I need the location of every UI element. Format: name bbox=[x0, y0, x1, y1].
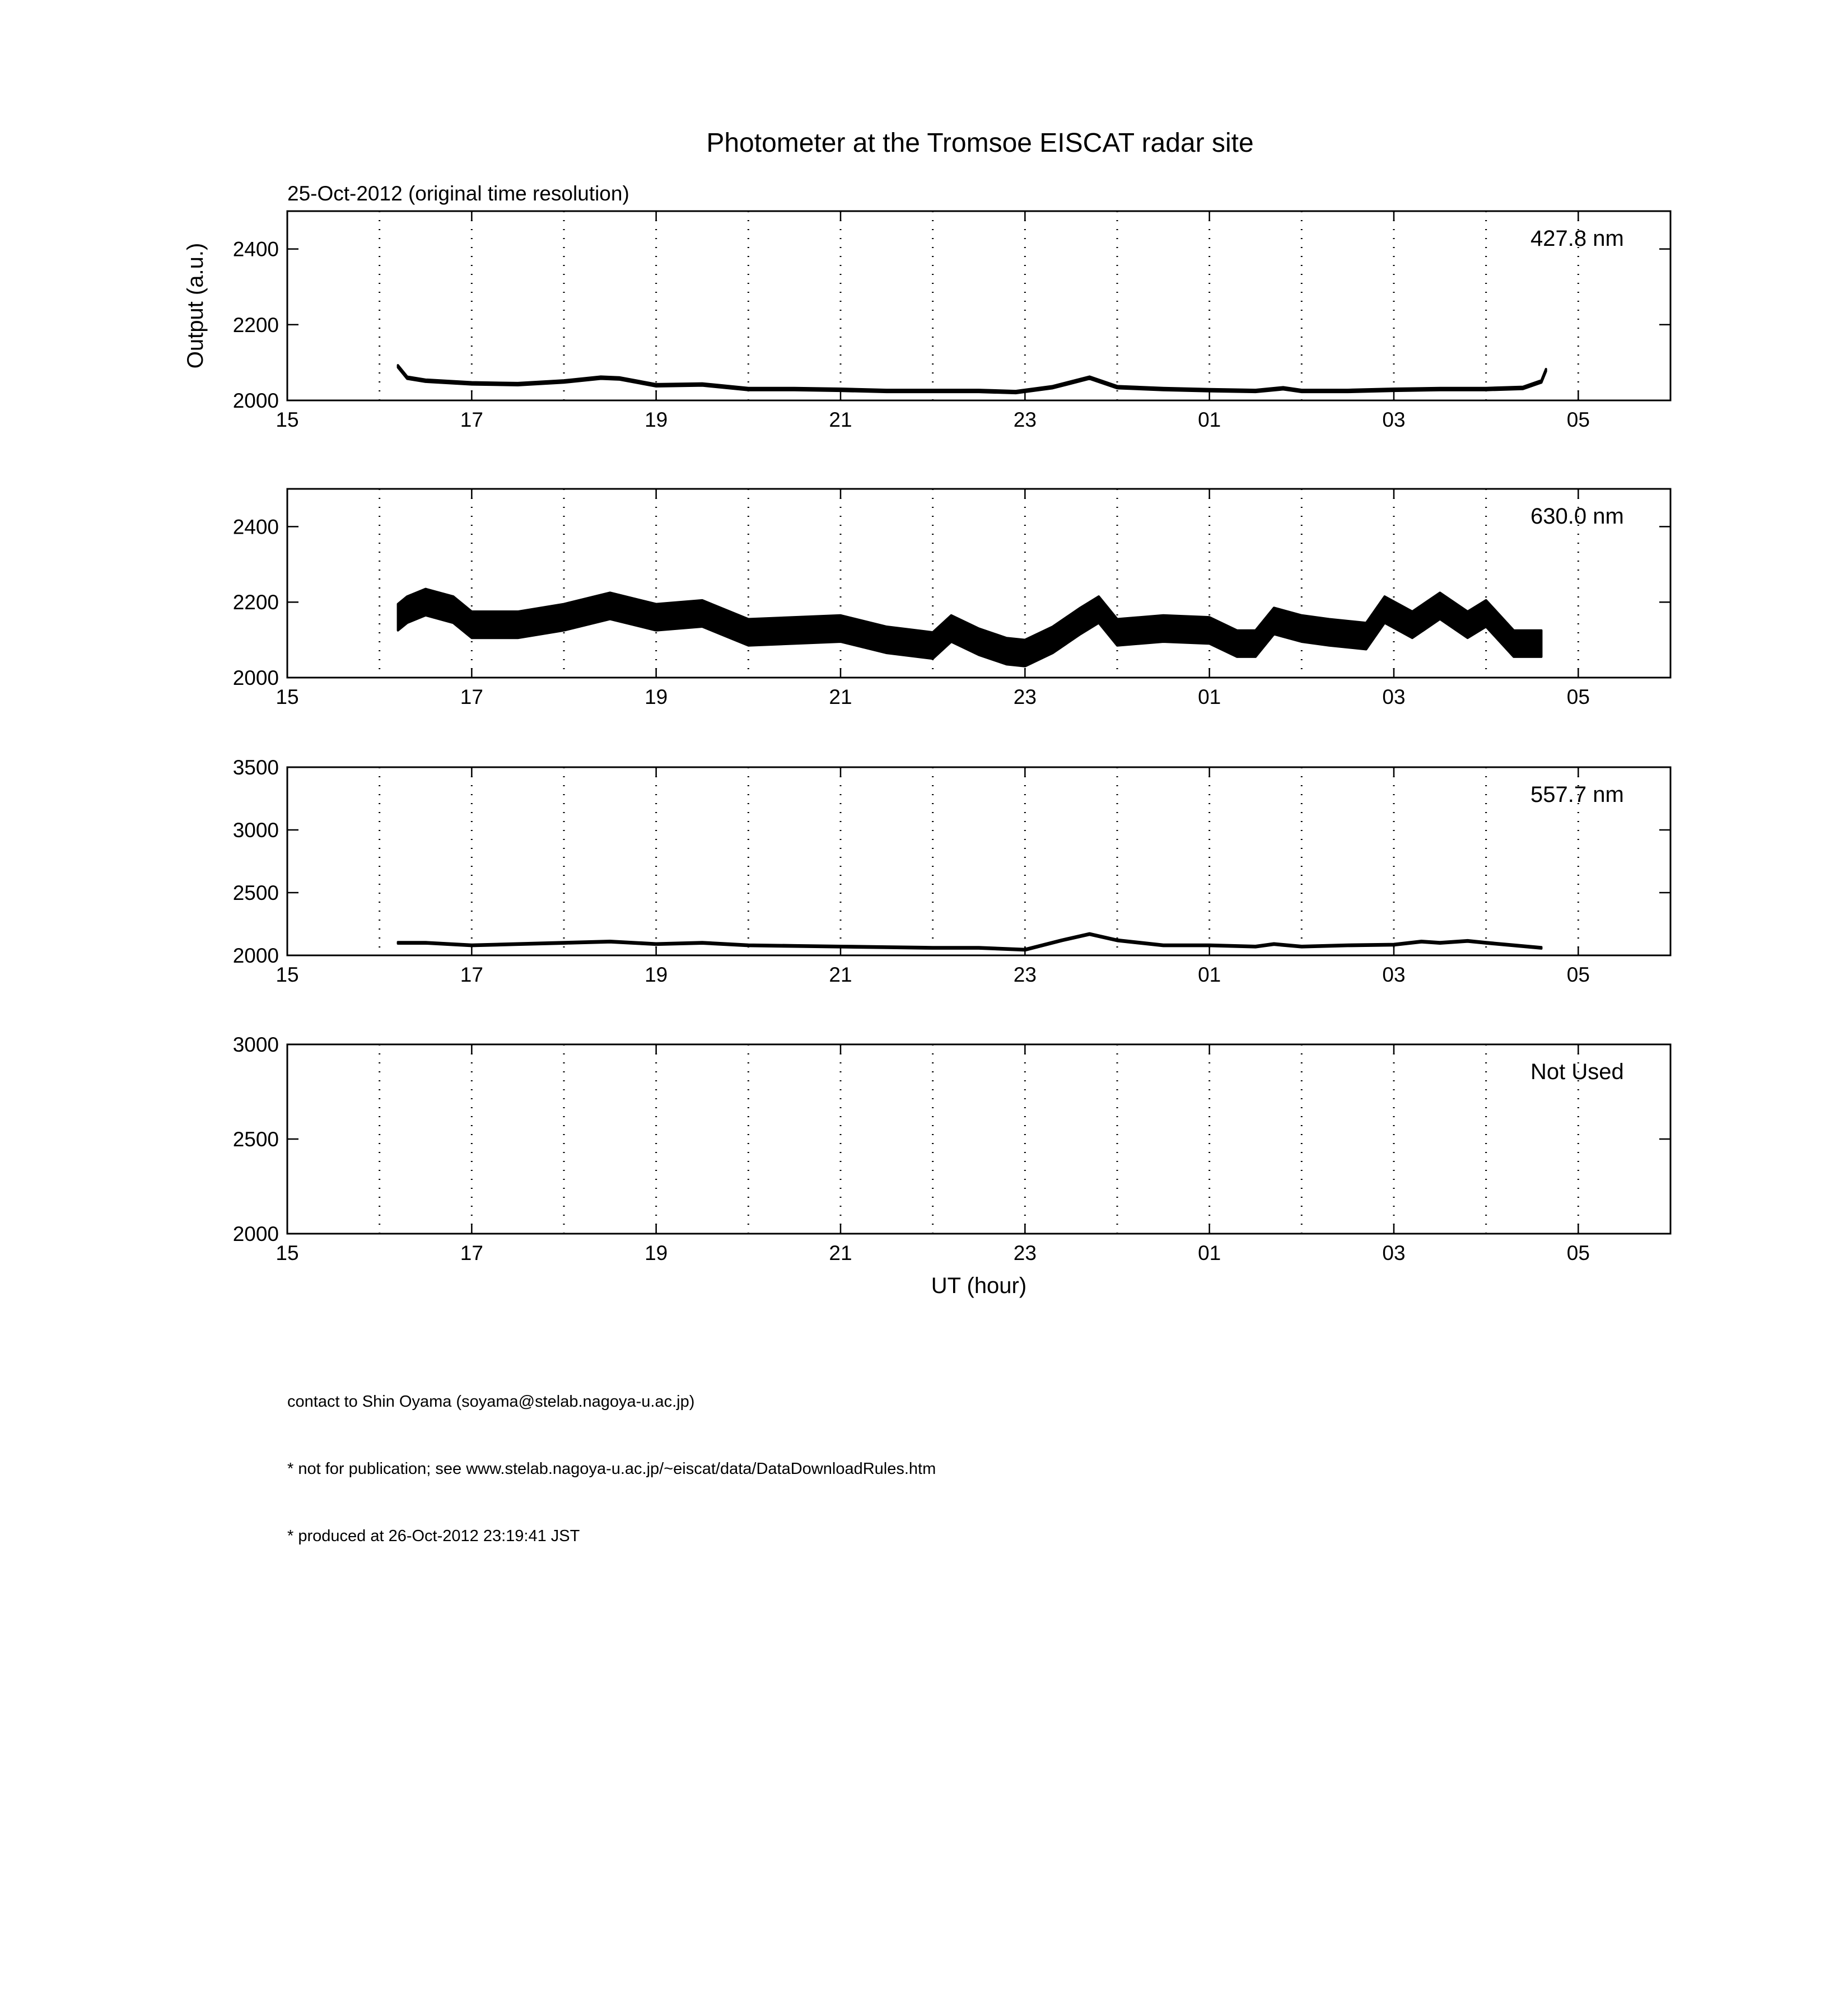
panel-label: 630.0 nm bbox=[1530, 504, 1624, 529]
x-tick-label: 05 bbox=[1566, 963, 1590, 986]
x-tick-label: 03 bbox=[1382, 1242, 1406, 1264]
x-tick-label: 21 bbox=[829, 408, 852, 431]
x-tick-label: 23 bbox=[1013, 685, 1037, 708]
chart-panel-3 bbox=[233, 756, 1670, 986]
plot-frame bbox=[287, 767, 1670, 955]
footer-contact: contact to Shin Oyama (soyama@stelab.nagoya-u.ac.jp) bbox=[287, 1393, 695, 1411]
figure-title: Photometer at the Tromsoe EISCAT radar site bbox=[706, 128, 1254, 158]
chart-panel-4 bbox=[233, 1033, 1670, 1298]
panel-label: 557.7 nm bbox=[1530, 782, 1624, 807]
x-tick-label: 17 bbox=[460, 1242, 483, 1264]
x-tick-label: 21 bbox=[829, 963, 852, 986]
chart-panel-2 bbox=[233, 489, 1670, 708]
x-tick-label: 17 bbox=[460, 685, 483, 708]
y-tick-label: 2500 bbox=[232, 1128, 279, 1151]
plot-frame bbox=[287, 1044, 1670, 1234]
x-tick-label: 19 bbox=[645, 685, 668, 708]
y-tick-label: 3000 bbox=[232, 1033, 279, 1056]
y-tick-label: 2000 bbox=[232, 1222, 279, 1245]
y-tick-label: 2000 bbox=[232, 666, 279, 689]
x-tick-label: 21 bbox=[829, 685, 852, 708]
y-tick-label: 2400 bbox=[232, 515, 279, 539]
footer-publication-note: * not for publication; see www.stelab.nagoya-u.ac.jp/~eiscat/data/DataDownloadRules.htm bbox=[287, 1460, 936, 1478]
chart-panels bbox=[183, 211, 1670, 1298]
x-tick-label: 05 bbox=[1566, 408, 1590, 431]
x-tick-label: 19 bbox=[645, 963, 668, 986]
y-tick-label: 2200 bbox=[232, 313, 279, 337]
y-tick-label: 2000 bbox=[232, 389, 279, 412]
panel-label: 427.8 nm bbox=[1530, 226, 1624, 251]
x-tick-label: 15 bbox=[276, 1242, 299, 1264]
footer-notes bbox=[287, 1346, 936, 1570]
panel-label: Not Used bbox=[1530, 1060, 1624, 1084]
figure-subtitle: 25-Oct-2012 (original time resolution) bbox=[287, 182, 629, 205]
data-series bbox=[398, 934, 1542, 951]
y-axis-label: Output (a.u.) bbox=[183, 242, 208, 369]
x-tick-label: 23 bbox=[1013, 408, 1037, 431]
y-tick-label: 2500 bbox=[232, 881, 279, 904]
data-series bbox=[398, 589, 1542, 666]
y-tick-label: 3000 bbox=[232, 819, 279, 842]
x-tick-label: 17 bbox=[460, 408, 483, 431]
y-tick-label: 2000 bbox=[232, 944, 279, 967]
x-tick-label: 19 bbox=[645, 408, 668, 431]
x-tick-label: 23 bbox=[1013, 963, 1037, 986]
plot-frame bbox=[287, 211, 1670, 400]
x-tick-label: 05 bbox=[1566, 1242, 1590, 1264]
x-tick-label: 01 bbox=[1198, 963, 1221, 986]
x-tick-label: 23 bbox=[1013, 1242, 1037, 1264]
x-tick-label: 01 bbox=[1198, 408, 1221, 431]
x-tick-label: 03 bbox=[1382, 408, 1406, 431]
x-tick-label: 01 bbox=[1198, 1242, 1221, 1264]
x-axis-label: UT (hour) bbox=[931, 1273, 1027, 1298]
footer-produced-note: * produced at 26-Oct-2012 23:19:41 JST bbox=[287, 1527, 580, 1545]
data-series bbox=[398, 365, 1546, 393]
x-tick-label: 15 bbox=[276, 963, 299, 986]
x-tick-label: 05 bbox=[1566, 685, 1590, 708]
y-tick-label: 2400 bbox=[232, 237, 279, 261]
x-tick-label: 21 bbox=[829, 1242, 852, 1264]
x-tick-label: 19 bbox=[645, 1242, 668, 1264]
x-tick-label: 01 bbox=[1198, 685, 1221, 708]
chart-panel-1 bbox=[183, 211, 1670, 431]
x-tick-label: 15 bbox=[276, 408, 299, 431]
x-tick-label: 15 bbox=[276, 685, 299, 708]
x-tick-label: 03 bbox=[1382, 685, 1406, 708]
y-tick-label: 3500 bbox=[232, 756, 279, 779]
x-tick-label: 17 bbox=[460, 963, 483, 986]
y-tick-label: 2200 bbox=[232, 591, 279, 614]
x-tick-label: 03 bbox=[1382, 963, 1406, 986]
